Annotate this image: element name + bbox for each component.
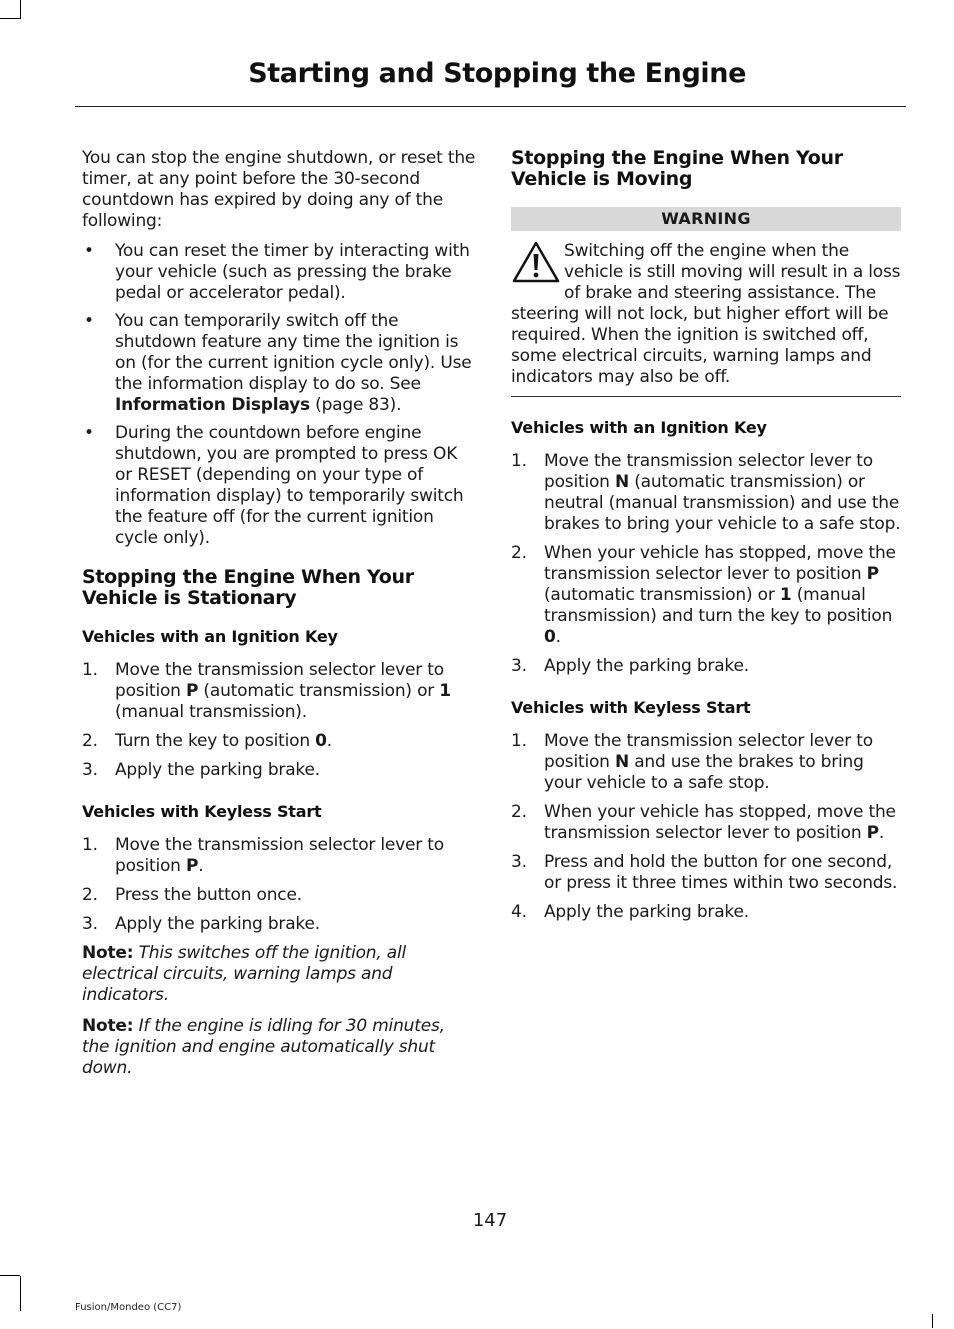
list-item: 1. Move the transmission selector lever to position N (automatic transmission) or neutral (manual transmission) and use the brakes to bring your vehicle to a safe stop. (511, 451, 901, 534)
list-item: 2. Press the button once. (82, 885, 302, 905)
section-heading-stationary: Stopping the Engine When Your Vehicle is Stationary (82, 566, 414, 609)
note: Note: If the engine is idling for 30 minutes, the ignition and engine automatically shut down. (82, 1016, 445, 1078)
note: Note: This switches off the ignition, all electrical circuits, warning lamps and indicators. (82, 943, 407, 1005)
steps-list (82, 835, 477, 935)
section-heading-moving: Stopping the Engine When Your Vehicle is Moving (511, 147, 843, 190)
subheading-keyless-start: Vehicles with Keyless Start (82, 802, 322, 821)
list-item: 3. Apply the parking brake. (82, 914, 320, 934)
list-item: 1. Move the transmission selector lever to position N and use the brakes to bring your vehicle to a safe stop. (511, 731, 873, 793)
right-column (511, 148, 903, 931)
intro-paragraph: You can stop the engine shutdown, or reset the timer, at any point before the 30-second countdown has expired by doing any of the following: (82, 148, 476, 231)
subheading-ignition-key: Vehicles with an Ignition Key (82, 627, 338, 646)
warning-text: Switching off the engine when the vehicle is still moving will result in a loss of brake and steering assistance. The steering will not lock, but higher effort will be required. When the ignition is switched off, some electrical circuits, warning lamps and indicators may also be off. (511, 241, 901, 387)
crop-mark (0, 18, 20, 19)
list-item: 4. Apply the parking brake. (511, 902, 749, 922)
list-item: 3. Apply the parking brake. (511, 656, 749, 676)
list-item: 2. Turn the key to position 0. (82, 731, 332, 751)
list-item: 2. When your vehicle has stopped, move the transmission selector lever to position P (automatic transmission) or 1 (manual transmission) and turn the key to position 0. (511, 543, 896, 647)
steps-list (511, 731, 903, 923)
crop-mark (20, 1276, 21, 1311)
footer-model: Fusion/Mondeo (CC7) (75, 1302, 182, 1313)
list-item: 2. When your vehicle has stopped, move the transmission selector lever to position P. (511, 802, 896, 843)
warning-box (511, 241, 903, 397)
bullet-icon: • (84, 423, 94, 443)
list-item: 1. Move the transmission selector lever to position P. (82, 835, 444, 876)
warning-divider (511, 396, 901, 397)
information-displays-link[interactable]: Information Displays (115, 395, 310, 415)
page-number: 147 (472, 1210, 508, 1231)
page-title: Starting and Stopping the Engine (248, 58, 746, 89)
steps-list (82, 660, 477, 781)
list-item: 3. Press and hold the button for one second, or press it three times within two seconds. (511, 852, 898, 893)
list-item: • You can temporarily switch off the shutdown feature any time the ignition is on (for the current ignition cycle only). Use the information display to do so. See Information Displays (page 83). (84, 311, 472, 415)
list-item: • During the countdown before engine shutdown, you are prompted to press OK or RESET (depending on your type of information display) to temporarily switch the feature off (for the current ignition cycle only). (84, 423, 464, 548)
list-item: 1. Move the transmission selector lever to position P (automatic transmission) or 1 (manual transmission). (82, 660, 451, 722)
bullet-list (82, 241, 477, 549)
list-item: • You can reset the timer by interacting with your vehicle (such as pressing the brake pedal or accelerator pedal). (84, 241, 470, 303)
bullet-icon: • (84, 241, 94, 261)
crop-mark (0, 1275, 20, 1276)
title-divider (75, 106, 906, 107)
subheading-ignition-key: Vehicles with an Ignition Key (511, 418, 767, 437)
warning-triangle-icon (511, 239, 561, 285)
warning-label: WARNING (511, 207, 901, 231)
crop-mark (932, 1314, 933, 1328)
list-item: 3. Apply the parking brake. (82, 760, 320, 780)
subheading-keyless-start: Vehicles with Keyless Start (511, 698, 751, 717)
left-column (82, 148, 477, 1079)
steps-list (511, 451, 903, 677)
bullet-icon: • (84, 311, 94, 331)
crop-mark (20, 0, 21, 19)
